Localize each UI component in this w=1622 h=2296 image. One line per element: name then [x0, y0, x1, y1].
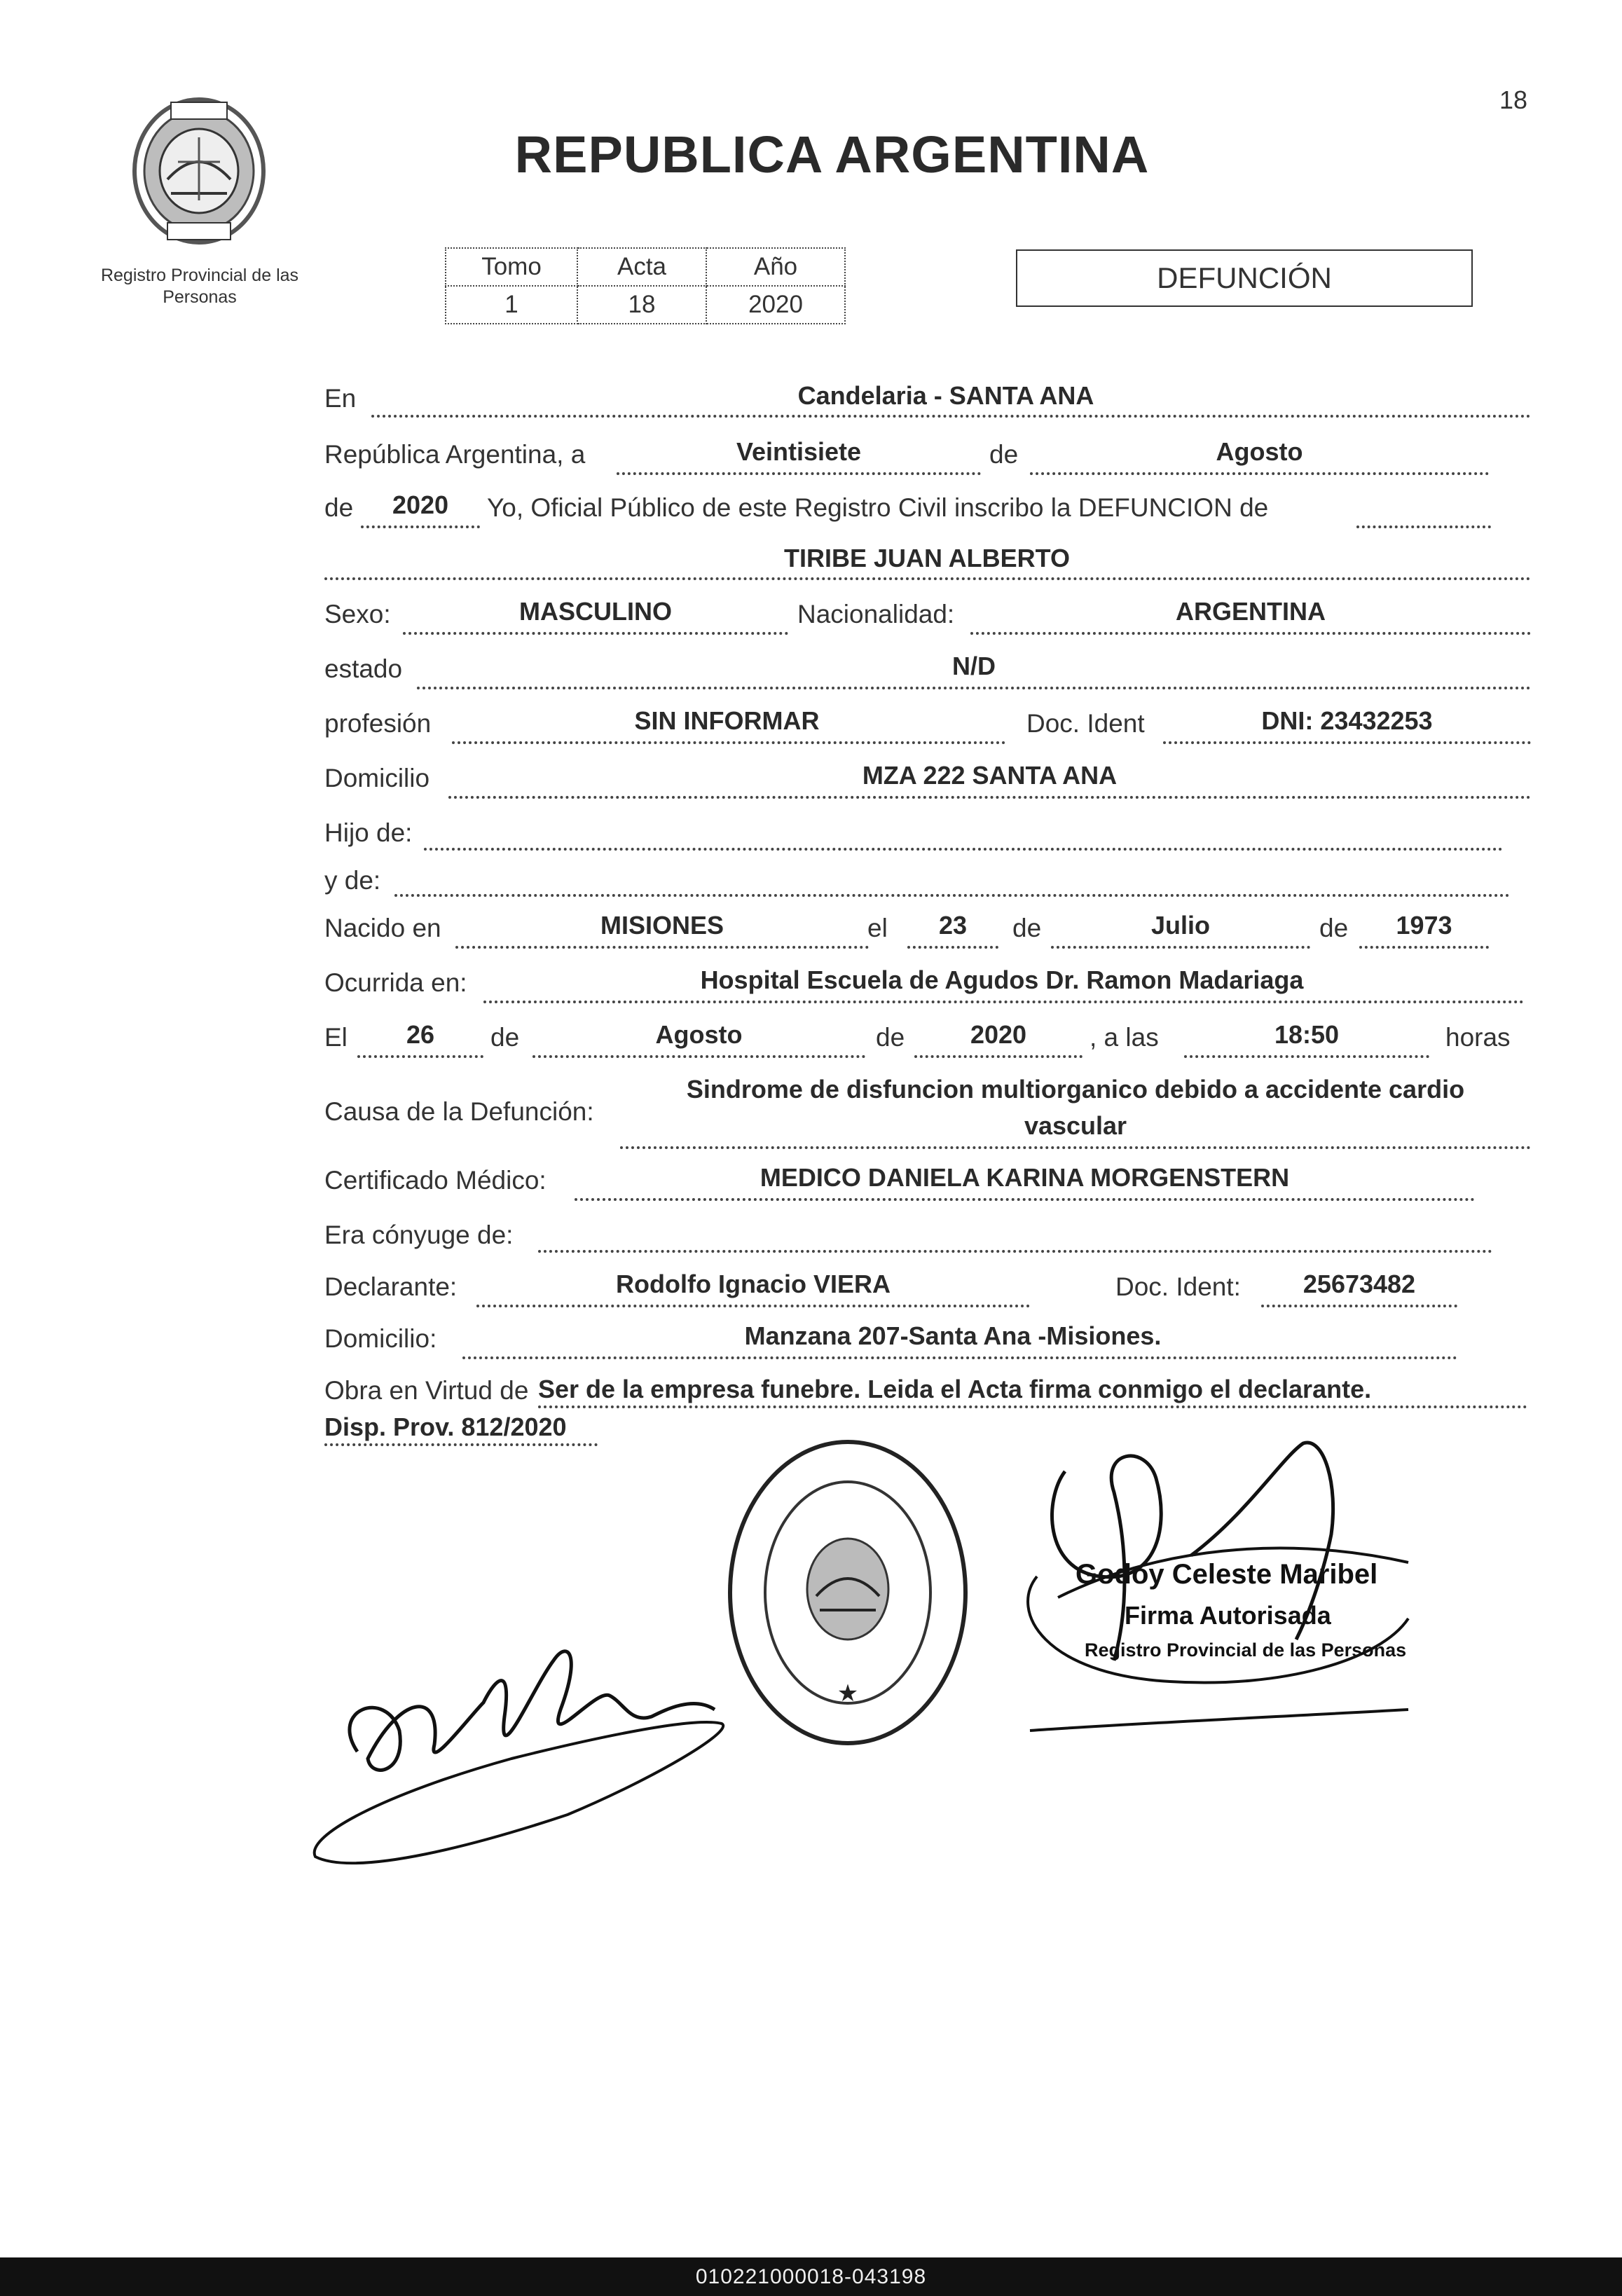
dni-line	[1163, 741, 1531, 744]
declarante-label: Declarante:	[324, 1272, 458, 1301]
death-month-value: Agosto	[655, 1020, 743, 1049]
birth-month-value: Julio	[1150, 911, 1210, 940]
basis-line2	[324, 1443, 598, 1446]
declarant-signature-icon	[301, 1611, 736, 1871]
en-label: En	[324, 384, 357, 413]
place-line	[371, 415, 1531, 418]
obra-label: Obra en Virtud de	[324, 1376, 529, 1405]
birth-month-line	[1051, 946, 1310, 949]
death-month-line	[532, 1055, 865, 1058]
sex-value: MASCULINO	[519, 597, 672, 626]
declarant-doc-line	[1261, 1305, 1457, 1307]
declarant-value: Rodolfo Ignacio VIERA	[616, 1270, 891, 1298]
cause-line2-value: vascular	[1024, 1111, 1127, 1140]
spouse-line	[538, 1250, 1492, 1253]
profession-value: SIN INFORMAR	[634, 706, 820, 735]
y-de-label: y de:	[324, 866, 381, 895]
registry-name: Registro Provincial de las Personas	[100, 266, 299, 307]
record-year-line	[361, 525, 480, 528]
de-label-3: de	[1012, 914, 1042, 942]
anio-value: 2020	[706, 286, 845, 324]
domicilio-label: Domicilio	[324, 764, 430, 792]
official-office: Registro Provincial de las Personas	[1085, 1639, 1407, 1661]
record-month-value: Agosto	[1216, 437, 1303, 466]
doc-ident-label: Doc. Ident	[1026, 709, 1145, 738]
record-meta-table	[445, 247, 846, 324]
conyuge-label: Era cónyuge de:	[324, 1221, 514, 1249]
official-name: Godoy Celeste Maribel	[1075, 1559, 1378, 1590]
birth-place-line	[455, 946, 869, 949]
declarant-doc-value: 25673482	[1303, 1270, 1416, 1298]
de-label-2: de	[324, 493, 354, 522]
death-place-line	[483, 1001, 1524, 1003]
deceased-name-line	[324, 577, 1531, 580]
de-label-5: de	[490, 1023, 520, 1052]
profession-line	[452, 741, 1005, 744]
a-las-label: , a las	[1090, 1023, 1159, 1052]
official-signature-icon	[1016, 1429, 1436, 1759]
nacionalidad-label: Nacionalidad:	[797, 600, 955, 628]
place-value: Candelaria - SANTA ANA	[797, 381, 1094, 410]
dni-value: DNI: 23432253	[1261, 706, 1433, 735]
page-title: REPUBLICA ARGENTINA	[514, 125, 1150, 184]
birth-day-line	[907, 946, 998, 949]
declarant-address-line	[462, 1356, 1457, 1359]
de-label-1: de	[989, 440, 1019, 469]
document-barcode-footer: 010221000018-043198	[0, 2257, 1622, 2296]
tomo-value: 1	[446, 286, 577, 324]
record-month-line	[1030, 472, 1489, 475]
death-day-value: 26	[406, 1020, 435, 1049]
anio-header: Año	[706, 248, 845, 286]
el-label: el	[867, 914, 888, 942]
basis-line1	[538, 1405, 1527, 1408]
cause-line	[620, 1146, 1531, 1149]
registry-stamp-icon	[722, 1435, 974, 1750]
medical-certificate-line	[575, 1198, 1475, 1201]
death-year-line	[914, 1055, 1083, 1058]
address-line	[448, 796, 1531, 799]
profesion-label: profesión	[324, 709, 432, 738]
domicilio-label-2: Domicilio:	[324, 1324, 437, 1353]
doc-ident-label-2: Doc. Ident:	[1115, 1272, 1241, 1301]
birth-day-value: 23	[938, 911, 968, 940]
svg-text:★: ★	[837, 1680, 859, 1707]
acta-header: Acta	[577, 248, 706, 286]
record-year-value: 2020	[392, 490, 449, 519]
de-label-6: de	[876, 1023, 905, 1052]
hijo-de-label: Hijo de:	[324, 818, 413, 847]
acta-value: 18	[577, 286, 706, 324]
death-time-line	[1184, 1055, 1429, 1058]
birth-year-value: 1973	[1396, 911, 1452, 940]
document-type-box: DEFUNCIÓN	[1016, 249, 1473, 307]
mother-line	[394, 894, 1510, 897]
birth-place-value: MISIONES	[600, 911, 724, 940]
record-day-value: Veintisiete	[736, 437, 862, 466]
el-cap-label: El	[324, 1023, 348, 1052]
horas-label: horas	[1445, 1023, 1511, 1052]
death-year-value: 2020	[970, 1020, 1027, 1049]
death-time-value: 18:50	[1274, 1020, 1340, 1049]
death-place-value: Hospital Escuela de Agudos Dr. Ramon Madariaga	[700, 965, 1304, 994]
official-statement: Yo, Oficial Público de este Registro Civil inscribo la DEFUNCION de	[487, 493, 1269, 522]
nationality-line	[970, 632, 1531, 635]
basis-line1-value: Ser de la empresa funebre. Leida el Acta firma conmigo el declarante.	[538, 1375, 1372, 1403]
medical-certificate-value: MEDICO DANIELA KARINA MORGENSTERN	[760, 1163, 1290, 1192]
declarant-address-value: Manzana 207-Santa Ana -Misiones.	[744, 1321, 1162, 1350]
cause-line1-value: Sindrome de disfuncion multiorganico debido a accidente cardio	[686, 1075, 1465, 1104]
record-day-line	[617, 472, 981, 475]
declarant-line	[476, 1305, 1030, 1307]
birth-year-line	[1359, 946, 1489, 949]
republica-label: República Argentina, a	[324, 440, 586, 469]
official-role: Firma Autorisada	[1125, 1601, 1331, 1630]
page-number: 18	[1499, 85, 1528, 114]
ocurrida-en-label: Ocurrida en:	[324, 968, 467, 997]
nationality-value: ARGENTINA	[1176, 597, 1326, 626]
father-line	[424, 848, 1503, 851]
deceased-name-value: TIRIBE JUAN ALBERTO	[783, 544, 1071, 572]
sex-line	[403, 632, 788, 635]
statement-line	[1356, 525, 1491, 528]
de-label-4: de	[1319, 914, 1349, 942]
civil-status-value: N/D	[952, 652, 996, 680]
basis-line2-value: Disp. Prov. 812/2020	[324, 1412, 567, 1441]
death-day-line	[357, 1055, 483, 1058]
nacido-en-label: Nacido en	[324, 914, 441, 942]
address-value: MZA 222 SANTA ANA	[862, 761, 1118, 790]
sexo-label: Sexo:	[324, 600, 391, 628]
certificado-label: Certificado Médico:	[324, 1166, 547, 1195]
causa-label: Causa de la Defunción:	[324, 1097, 594, 1126]
civil-status-line	[417, 687, 1531, 689]
estado-label: estado	[324, 654, 403, 683]
tomo-header: Tomo	[446, 248, 577, 286]
